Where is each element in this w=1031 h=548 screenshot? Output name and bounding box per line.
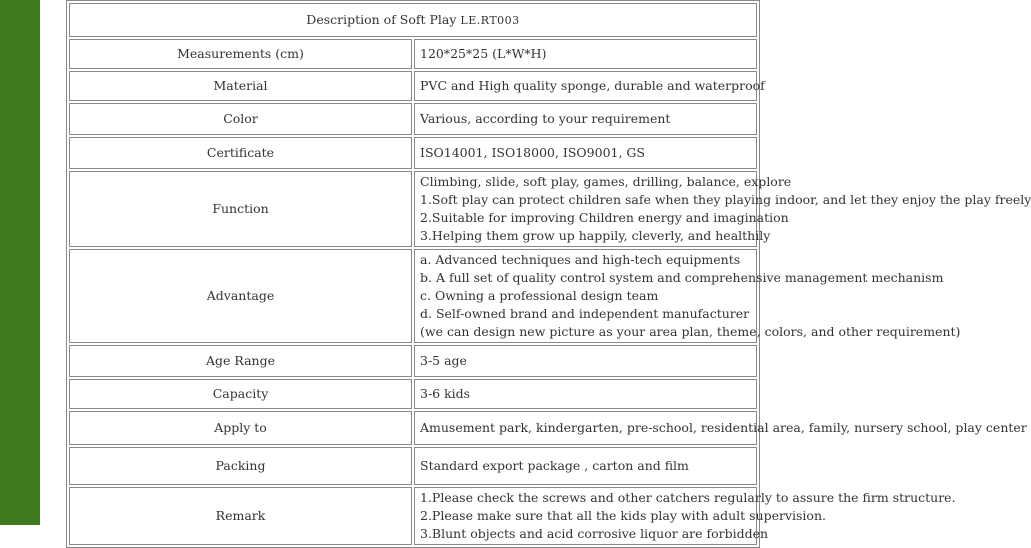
spec-row: [69, 379, 757, 409]
spec-value-line: PVC and High quality sponge, durable and waterproof: [420, 78, 765, 93]
spec-value-line: Climbing, slide, soft play, games, drilling, balance, explore: [420, 174, 792, 189]
spec-label: Packing: [69, 447, 412, 485]
spec-value: [414, 379, 757, 409]
spec-label: Certificate: [69, 137, 412, 169]
spec-label: Material: [69, 71, 412, 101]
spec-label: Remark: [69, 487, 412, 545]
spec-value-line: 1.Soft play can protect children safe when they playing indoor, and let they enjoy the play freely: [420, 192, 1031, 207]
spec-row: [69, 103, 757, 135]
spec-value-line: 3-5 age: [420, 353, 467, 368]
spec-value-line: a. Advanced techniques and high-tech equipments: [420, 252, 741, 267]
spec-value: [414, 447, 757, 485]
spec-value-line: Various, according to your requirement: [420, 111, 671, 126]
spec-row: [69, 39, 757, 69]
spec-value-line: 2.Please make sure that all the kids play with adult supervision.: [420, 508, 826, 523]
spec-row: [69, 487, 757, 545]
spec-value-line: d. Self-owned brand and independent manufacturer: [420, 306, 750, 321]
spec-label: Advantage: [69, 249, 412, 343]
spec-value: [414, 71, 765, 101]
spec-table-body: [69, 3, 1031, 545]
spec-row: [69, 345, 757, 377]
spec-value-line: 2.Suitable for improving Children energy and imagination: [420, 210, 789, 225]
spec-value: [414, 171, 1031, 247]
spec-value-line: (we can design new picture as your area plan, theme, colors, and other requirement): [420, 324, 961, 339]
model-code: LE.RT003: [460, 13, 520, 27]
spec-value: [414, 411, 1027, 445]
green-side-bar: [0, 0, 40, 525]
title-row: [69, 3, 757, 37]
spec-row: [69, 171, 757, 247]
spec-label: Measurements (cm): [69, 39, 412, 69]
spec-value-line: 3.Blunt objects and acid corrosive liquor are forbidden: [420, 526, 769, 541]
spec-value: [414, 249, 961, 343]
spec-value-line: c. Owning a professional design team: [420, 288, 659, 303]
spec-value: [414, 103, 757, 135]
spec-label: Age Range: [69, 345, 412, 377]
spec-row: [69, 447, 757, 485]
spec-row: [69, 249, 757, 343]
spec-label: Capacity: [69, 379, 412, 409]
spec-value-line: 3.Helping them grow up happily, cleverly, and healthily: [420, 228, 771, 243]
spec-row: [69, 137, 757, 169]
spec-row: [69, 71, 757, 101]
spec-row: [69, 411, 757, 445]
spec-value-line: 1.Please check the screws and other catchers regularly to assure the firm structure.: [420, 490, 956, 505]
spec-value-line: 120*25*25 (L*W*H): [420, 46, 547, 61]
spec-label: Apply to: [69, 411, 412, 445]
spec-label: Function: [69, 171, 412, 247]
spec-value: [414, 137, 757, 169]
table-title-cell: [69, 3, 757, 37]
spec-value-line: ISO14001, ISO18000, ISO9001, GS: [420, 145, 645, 160]
table-title: Description of Soft Play: [306, 11, 457, 27]
spec-value-line: Amusement park, kindergarten, pre-school, residential area, family, nursery school, play center: [420, 420, 1027, 435]
spec-value-line: b. A full set of quality control system and comprehensive management mechanism: [420, 270, 944, 285]
spec-table: [66, 0, 1031, 548]
spec-value: [414, 39, 757, 69]
spec-value: [414, 345, 757, 377]
spec-value-line: Standard export package , carton and film: [420, 458, 689, 473]
spec-value-line: 3-6 kids: [420, 386, 471, 401]
spec-value: [414, 487, 956, 545]
spec-label: Color: [69, 103, 412, 135]
